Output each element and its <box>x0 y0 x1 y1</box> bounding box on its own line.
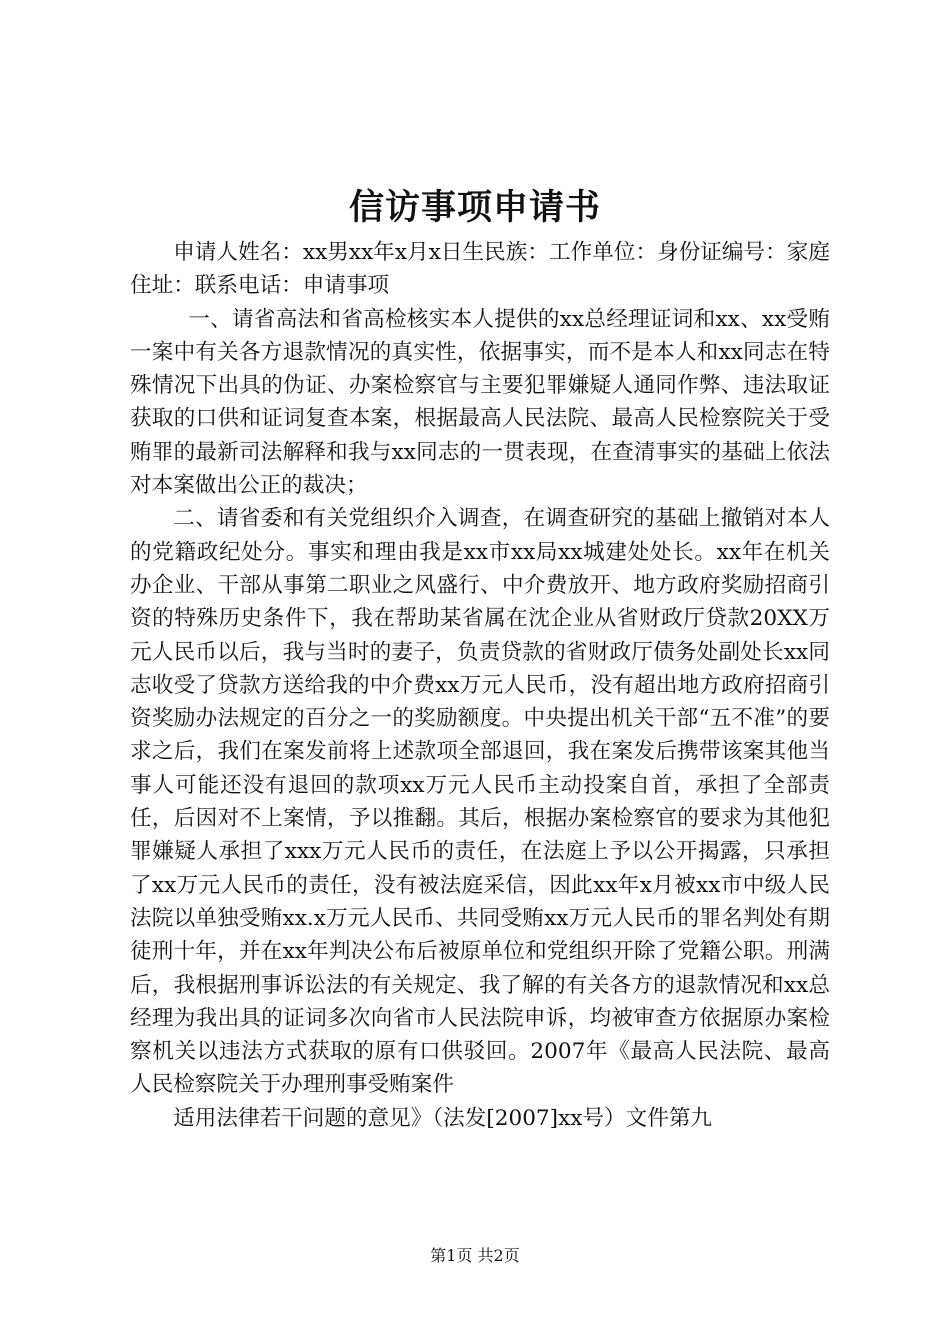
page-number-footer: 第1页 共2页 <box>430 1246 520 1265</box>
paragraph-applicant-info: 申请人姓名：xx男xx年x月x日生民族：工作单位：身份证编号：家庭住址：联系电话：申请事项 <box>130 240 830 299</box>
document-title: 信访事项申请书 <box>348 187 601 228</box>
document-body <box>130 236 830 1135</box>
paragraph-request-one: 一、请省高法和省高检核实本人提供的xx总经理证词和xx、xx受贿一案中有关各方退款情况的真实性，依据事实，而不是本人和xx同志在特殊情况下出具的伪证、办案检察官与主要犯罪嫌疑人通同作弊、违法取证获取的口供和证词复查本案，根据最高人民法院、最高人民检察院关于受贿罪的最新司法解释和我与xx同志的一贯表现，在查清事实的基础上依法对本案做出公正的裁决； <box>130 306 830 499</box>
paragraph-request-two: 二、请省委和有关党组织介入调查，在调查研究的基础上撤销对本人的党籍政纪处分。事实和理由我是xx市xx局xx城建处处长。xx年在机关办企业、干部从事第二职业之风盛行、中介费放开、地方政府奖励招商引资的特殊历史条件下，我在帮助某省属在沈企业从省财政厅贷款20XX万元人民币以后，我与当时的妻子，负责贷款的省财政厅债务处副处长xx同志收受了贷款方送给我的中介费xx万元人民币，没有超出地方政府招商引资奖励办法规定的百分之一的奖励额度。中央提出机关干部“五不准”的要求之后，我们在案发前将上述款项全部退回，我在案发后携带该案其他当事人可能还没有退回的款项xx万元人民币主动投案自首，承担了全部责任，后因对不上案情，予以推翻。其后，根据办案检察官的要求为其他犯罪嫌疑人承担了xxx万元人民币的责任，在法庭上予以公开揭露，只承担了xx万元人民币的责任，没有被法庭采信，因此xx年x月被xx市中级人民法院以单独受贿xx.x万元人民币、共同受贿xx万元人民币的罪名判处有期徒刑十年，并在xx年判决公布后被原单位和党组织开除了党籍公职。刑满后，我根据刑事诉讼法的有关规定、我了解的有关各方的退款情况和xx总经理为我出具的证词多次向省市人民法院申诉，均被审查方依据原办案检察机关以违法方式获取的原有口供驳回。2007年《最高人民法院、最高人民检察院关于办理刑事受贿案件 <box>130 506 830 1098</box>
paragraph-continuation: 适用法律若干问题的意见》（法发[2007]xx号）文件第九 <box>173 1105 713 1131</box>
